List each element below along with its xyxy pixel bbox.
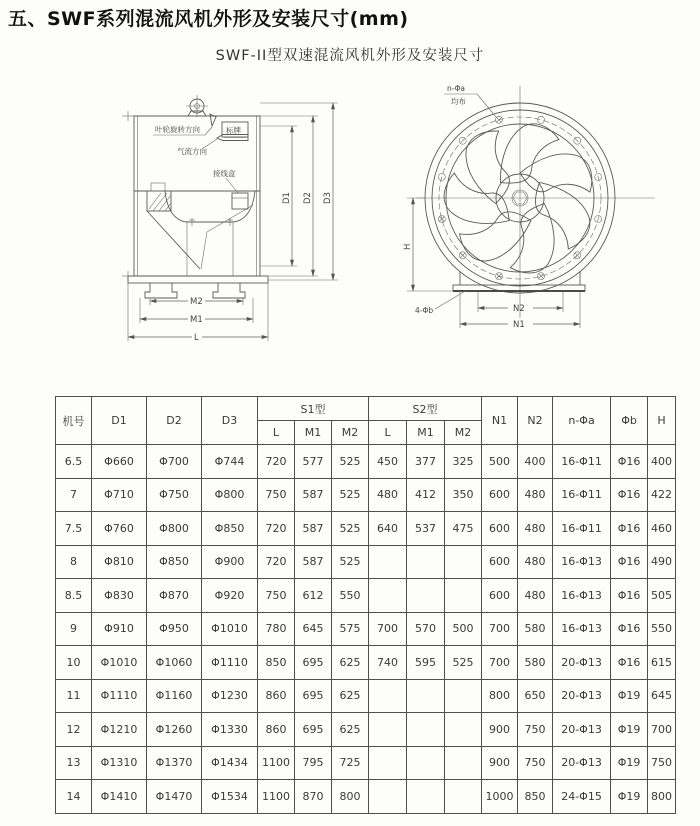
table-cell: Φ1260 [147, 713, 202, 747]
table-cell: 900 [482, 746, 518, 780]
table-cell: 1100 [258, 780, 295, 814]
table-cell: Φ19 [611, 746, 648, 780]
table-cell: 625 [332, 679, 369, 713]
table-cell: Φ1410 [92, 780, 147, 814]
fan-casing-outline [134, 116, 260, 276]
table-cell: Φ1060 [147, 646, 202, 680]
table-row [56, 679, 676, 713]
page-title: 五、SWF系列混流风机外形及安装尺寸(mm) [8, 8, 409, 30]
table-cell: 422 [648, 478, 676, 512]
table-cell: 640 [369, 512, 407, 546]
table-cell: 400 [518, 445, 553, 479]
table-cell: Φ16 [611, 445, 648, 479]
airflow-direction-label: 气流方向 [177, 147, 207, 156]
table-cell: 625 [332, 646, 369, 680]
table-cell: 695 [295, 646, 332, 680]
table-cell: Φ1010 [92, 646, 147, 680]
table-cell [445, 545, 482, 579]
dim-n1: N1 [513, 320, 525, 330]
table-cell: Φ1110 [202, 646, 258, 680]
col-machine-no: 机号 [56, 397, 92, 445]
table-cell: Φ1310 [92, 746, 147, 780]
table-row [56, 478, 676, 512]
foot-hole-label: 4-Φb [415, 306, 434, 315]
table-cell: 900 [482, 713, 518, 747]
base-plate [128, 276, 268, 283]
table-cell [445, 579, 482, 613]
table-cell: 580 [518, 612, 553, 646]
table-cell: 850 [518, 780, 553, 814]
table-cell: 480 [518, 478, 553, 512]
table-cell: 537 [407, 512, 445, 546]
table-cell: 695 [295, 679, 332, 713]
table-cell: 1100 [258, 746, 295, 780]
table-cell: Φ1470 [147, 780, 202, 814]
table-cell: Φ920 [202, 579, 258, 613]
table-cell: 600 [482, 545, 518, 579]
table-cell: 16-Φ13 [553, 545, 611, 579]
table-cell: 860 [258, 713, 295, 747]
table-cell: 12 [56, 713, 92, 747]
table-cell: 20-Φ13 [553, 746, 611, 780]
dim-n2: N2 [513, 304, 525, 314]
table-cell: Φ760 [92, 512, 147, 546]
table-row [56, 780, 676, 814]
table-cell: 650 [518, 679, 553, 713]
table-cell: 575 [332, 612, 369, 646]
table-row [56, 612, 676, 646]
table-cell: Φ870 [147, 579, 202, 613]
table-cell: 20-Φ13 [553, 679, 611, 713]
table-cell: 13 [56, 746, 92, 780]
table-cell: Φ800 [202, 478, 258, 512]
drawing-subtitle: SWF-II型双速混流风机外形及安装尺寸 [215, 48, 485, 64]
table-cell: Φ810 [92, 545, 147, 579]
table-cell: 16-Φ11 [553, 478, 611, 512]
table-cell: 587 [295, 545, 332, 579]
table-cell: 700 [482, 612, 518, 646]
table-cell: Φ1230 [202, 679, 258, 713]
table-cell: 645 [648, 679, 676, 713]
table-cell: 8.5 [56, 579, 92, 613]
table-cell [407, 713, 445, 747]
motor-section [147, 183, 171, 211]
table-cell: 9 [56, 612, 92, 646]
table-cell: 725 [332, 746, 369, 780]
col-s1-m1: M1 [295, 421, 332, 445]
col-d1: D1 [92, 397, 147, 445]
table-cell: 16-Φ13 [553, 612, 611, 646]
col-s1-l: L [258, 421, 295, 445]
table-cell: Φ1534 [202, 780, 258, 814]
table-cell: 7 [56, 478, 92, 512]
col-n1: N1 [482, 397, 518, 445]
table-cell: 480 [518, 512, 553, 546]
table-cell: 587 [295, 478, 332, 512]
table-cell: 700 [369, 612, 407, 646]
table-cell: 525 [445, 646, 482, 680]
table-row [56, 579, 676, 613]
table-cell: Φ660 [92, 445, 147, 479]
junction-box-label: 接线盒 [213, 169, 236, 178]
table-cell: Φ16 [611, 478, 648, 512]
table-row [56, 545, 676, 579]
col-group-s1: S1型 [258, 397, 369, 421]
table-cell: 750 [258, 478, 295, 512]
nameplate-label: 标牌 [226, 126, 241, 135]
table-cell: Φ16 [611, 646, 648, 680]
spec-table-body [56, 445, 676, 814]
table-cell: 325 [445, 445, 482, 479]
front-view-drawing [395, 70, 695, 370]
dim-m2: M2 [190, 297, 203, 307]
table-cell: 615 [648, 646, 676, 680]
table-row [56, 445, 676, 479]
table-cell: 377 [407, 445, 445, 479]
dim-h: H [403, 243, 413, 250]
table-cell [407, 679, 445, 713]
col-s1-m2: M2 [332, 421, 369, 445]
side-view-drawing [95, 70, 345, 370]
table-cell [369, 713, 407, 747]
table-cell: 550 [648, 612, 676, 646]
table-cell [445, 713, 482, 747]
bolt-note-line1: n-Φa [447, 84, 465, 93]
table-cell: 16-Φ11 [553, 512, 611, 546]
table-cell: 475 [445, 512, 482, 546]
table-cell: Φ1160 [147, 679, 202, 713]
table-row [56, 713, 676, 747]
table-cell: 480 [518, 579, 553, 613]
table-cell: Φ1010 [202, 612, 258, 646]
table-cell [445, 746, 482, 780]
table-cell [369, 579, 407, 613]
table-cell: Φ16 [611, 512, 648, 546]
table-cell: Φ830 [92, 579, 147, 613]
table-cell [369, 545, 407, 579]
table-cell: 800 [482, 679, 518, 713]
table-cell: 570 [407, 612, 445, 646]
col-group-s2: S2型 [369, 397, 482, 421]
table-cell: Φ1110 [92, 679, 147, 713]
table-cell [407, 579, 445, 613]
col-s2-m1: M1 [407, 421, 445, 445]
table-cell: Φ1370 [147, 746, 202, 780]
table-cell: Φ16 [611, 579, 648, 613]
table-cell: 450 [369, 445, 407, 479]
table-cell: Φ19 [611, 780, 648, 814]
table-cell: 11 [56, 679, 92, 713]
dim-m1: M1 [190, 315, 203, 325]
col-h: H [648, 397, 676, 445]
table-cell: 720 [258, 545, 295, 579]
spec-table-header [56, 397, 676, 445]
col-d2: D2 [147, 397, 202, 445]
spec-table [55, 396, 676, 814]
table-cell: Φ1330 [202, 713, 258, 747]
table-cell: Φ950 [147, 612, 202, 646]
table-cell: 850 [258, 646, 295, 680]
lifting-eye-icon [186, 95, 208, 117]
table-cell: Φ16 [611, 545, 648, 579]
table-cell: 577 [295, 445, 332, 479]
table-cell: Φ850 [147, 545, 202, 579]
table-cell: Φ910 [92, 612, 147, 646]
table-cell: Φ744 [202, 445, 258, 479]
table-cell: 20-Φ13 [553, 646, 611, 680]
table-cell: 600 [482, 478, 518, 512]
table-cell: 580 [518, 646, 553, 680]
col-s2-l: L [369, 421, 407, 445]
table-cell: 500 [445, 612, 482, 646]
table-cell: 460 [648, 512, 676, 546]
col-d3: D3 [202, 397, 258, 445]
table-cell: 600 [482, 579, 518, 613]
rotation-direction-label: 叶轮旋转方向 [155, 125, 200, 134]
table-cell: Φ900 [202, 545, 258, 579]
col-n-phi-a: n-Φa [553, 397, 611, 445]
table-cell: 525 [332, 445, 369, 479]
table-cell: 525 [332, 512, 369, 546]
table-cell: 587 [295, 512, 332, 546]
col-s2-m2: M2 [445, 421, 482, 445]
table-cell: 795 [295, 746, 332, 780]
table-cell: 700 [482, 646, 518, 680]
table-cell: 490 [648, 545, 676, 579]
table-cell: 6.5 [56, 445, 92, 479]
table-cell: 750 [518, 746, 553, 780]
table-cell: 16-Φ11 [553, 445, 611, 479]
table-cell: 412 [407, 478, 445, 512]
table-cell [407, 545, 445, 579]
table-cell: 600 [482, 512, 518, 546]
table-cell: 720 [258, 445, 295, 479]
table-cell: 625 [332, 713, 369, 747]
table-cell: 350 [445, 478, 482, 512]
table-cell: 695 [295, 713, 332, 747]
table-cell [445, 679, 482, 713]
table-cell: 480 [518, 545, 553, 579]
table-cell: 14 [56, 780, 92, 814]
col-phi-b: Φb [611, 397, 648, 445]
table-row [56, 512, 676, 546]
table-cell: Φ1210 [92, 713, 147, 747]
table-cell: Φ700 [147, 445, 202, 479]
table-cell: Φ19 [611, 713, 648, 747]
table-cell: 24-Φ15 [553, 780, 611, 814]
table-cell: 720 [258, 512, 295, 546]
table-cell: 750 [258, 579, 295, 613]
table-cell [369, 746, 407, 780]
table-cell [369, 679, 407, 713]
table-cell [369, 780, 407, 814]
table-cell: 8 [56, 545, 92, 579]
dim-d2: D2 [303, 192, 313, 204]
dim-d3: D3 [323, 192, 333, 204]
bolt-note-line2: 均布 [451, 97, 466, 106]
table-cell: 800 [648, 780, 676, 814]
table-cell: 20-Φ13 [553, 713, 611, 747]
table-cell: 7.5 [56, 512, 92, 546]
table-row [56, 746, 676, 780]
table-cell: 10 [56, 646, 92, 680]
table-cell: 700 [648, 713, 676, 747]
table-cell: 400 [648, 445, 676, 479]
table-cell [407, 780, 445, 814]
dim-d1: D1 [282, 192, 292, 204]
table-cell: Φ1434 [202, 746, 258, 780]
table-cell: 1000 [482, 780, 518, 814]
table-cell: 525 [332, 478, 369, 512]
table-cell: Φ850 [202, 512, 258, 546]
table-cell: 525 [332, 545, 369, 579]
table-cell: 800 [332, 780, 369, 814]
dim-l: L [194, 333, 199, 343]
table-cell: 780 [258, 612, 295, 646]
table-row [56, 646, 676, 680]
table-cell: 750 [518, 713, 553, 747]
table-cell: 750 [648, 746, 676, 780]
table-cell: 595 [407, 646, 445, 680]
table-cell: Φ800 [147, 512, 202, 546]
col-n2: N2 [518, 397, 553, 445]
table-cell: Φ19 [611, 679, 648, 713]
table-cell [445, 780, 482, 814]
table-cell: Φ750 [147, 478, 202, 512]
table-cell: 480 [369, 478, 407, 512]
table-cell: 740 [369, 646, 407, 680]
table-cell: 860 [258, 679, 295, 713]
mounting-foot-left [145, 283, 177, 298]
table-cell: 612 [295, 579, 332, 613]
table-cell: 500 [482, 445, 518, 479]
table-cell: Φ710 [92, 478, 147, 512]
table-cell: 870 [295, 780, 332, 814]
table-cell [407, 746, 445, 780]
table-cell: 16-Φ13 [553, 579, 611, 613]
table-cell: Φ16 [611, 612, 648, 646]
table-cell: 505 [648, 579, 676, 613]
table-cell: 645 [295, 612, 332, 646]
junction-box [232, 193, 248, 209]
mounting-foot-right [213, 283, 245, 298]
table-cell: 550 [332, 579, 369, 613]
